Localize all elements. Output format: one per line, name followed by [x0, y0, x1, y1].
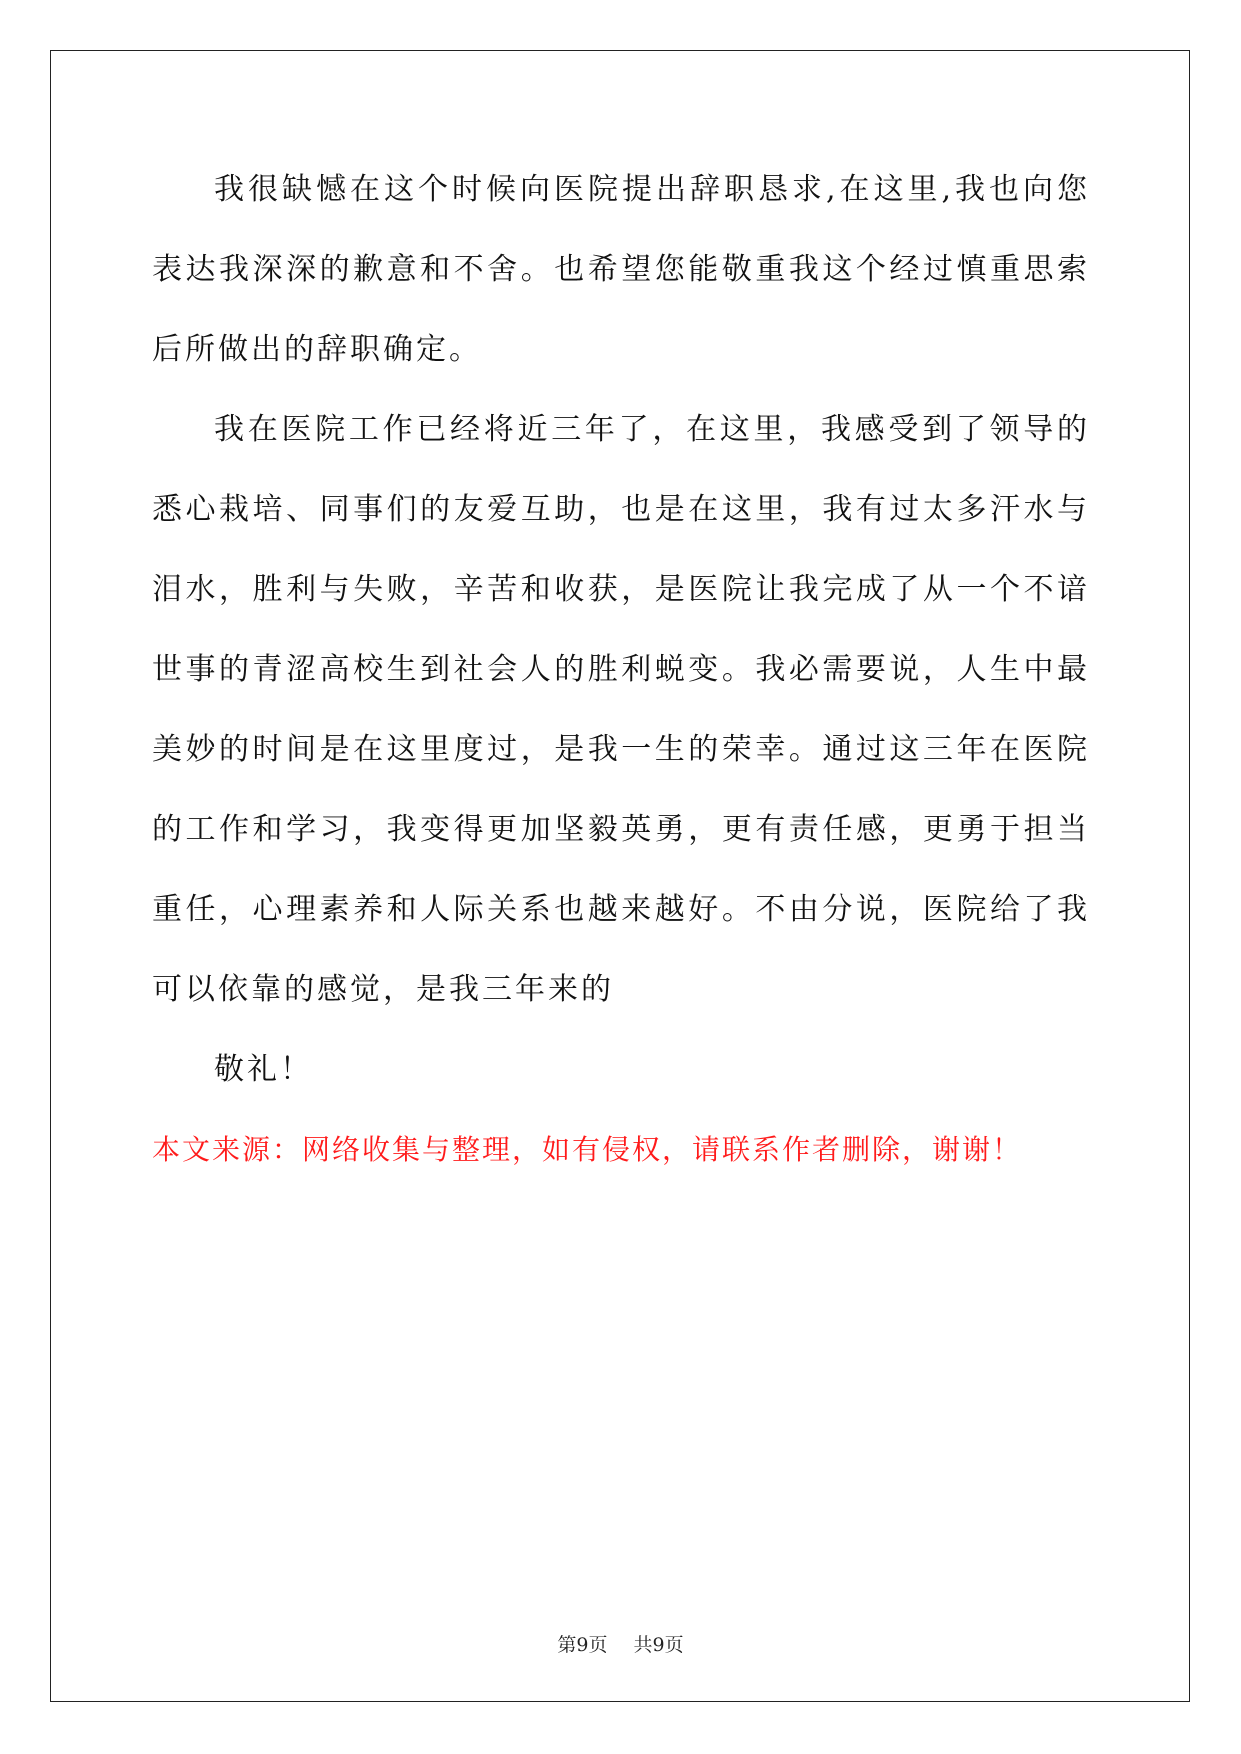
page-footer — [0, 1630, 1241, 1657]
document-body — [152, 150, 1090, 1110]
closing-salutation: 敬礼！ — [214, 1052, 313, 1087]
paragraph-resignation-request: 我很缺憾在这个时候向医院提出辞职恳求,在这里,我也向您表达我深深的歉意和不舍。也希望您能敬重我这个经过慎重思索后所做出的辞职确定。 — [152, 172, 1090, 367]
current-page-number: 第9页 — [557, 1634, 608, 1656]
total-page-count: 共9页 — [633, 1634, 684, 1656]
source-disclaimer: 本文来源：网络收集与整理，如有侵权，请联系作者删除，谢谢！ — [152, 1133, 1023, 1166]
paragraph-work-experience: 我在医院工作已经将近三年了，在这里，我感受到了领导的悉心栽培、同事们的友爱互助，也是在这里，我有过太多汗水与泪水，胜利与失败，辛苦和收获，是医院让我完成了从一个不谙世事的青涩高校生到社会人的胜利蜕变。我必需要说，人生中最美妙的时间是在这里度过，是我一生的荣幸。通过这三年在医院的工作和学习，我变得更加坚毅英勇，更有责任感，更勇于担当重任，心理素养和人际关系也越来越好。不由分说，医院给了我可以依靠的感觉，是我三年来的 — [152, 412, 1090, 1007]
